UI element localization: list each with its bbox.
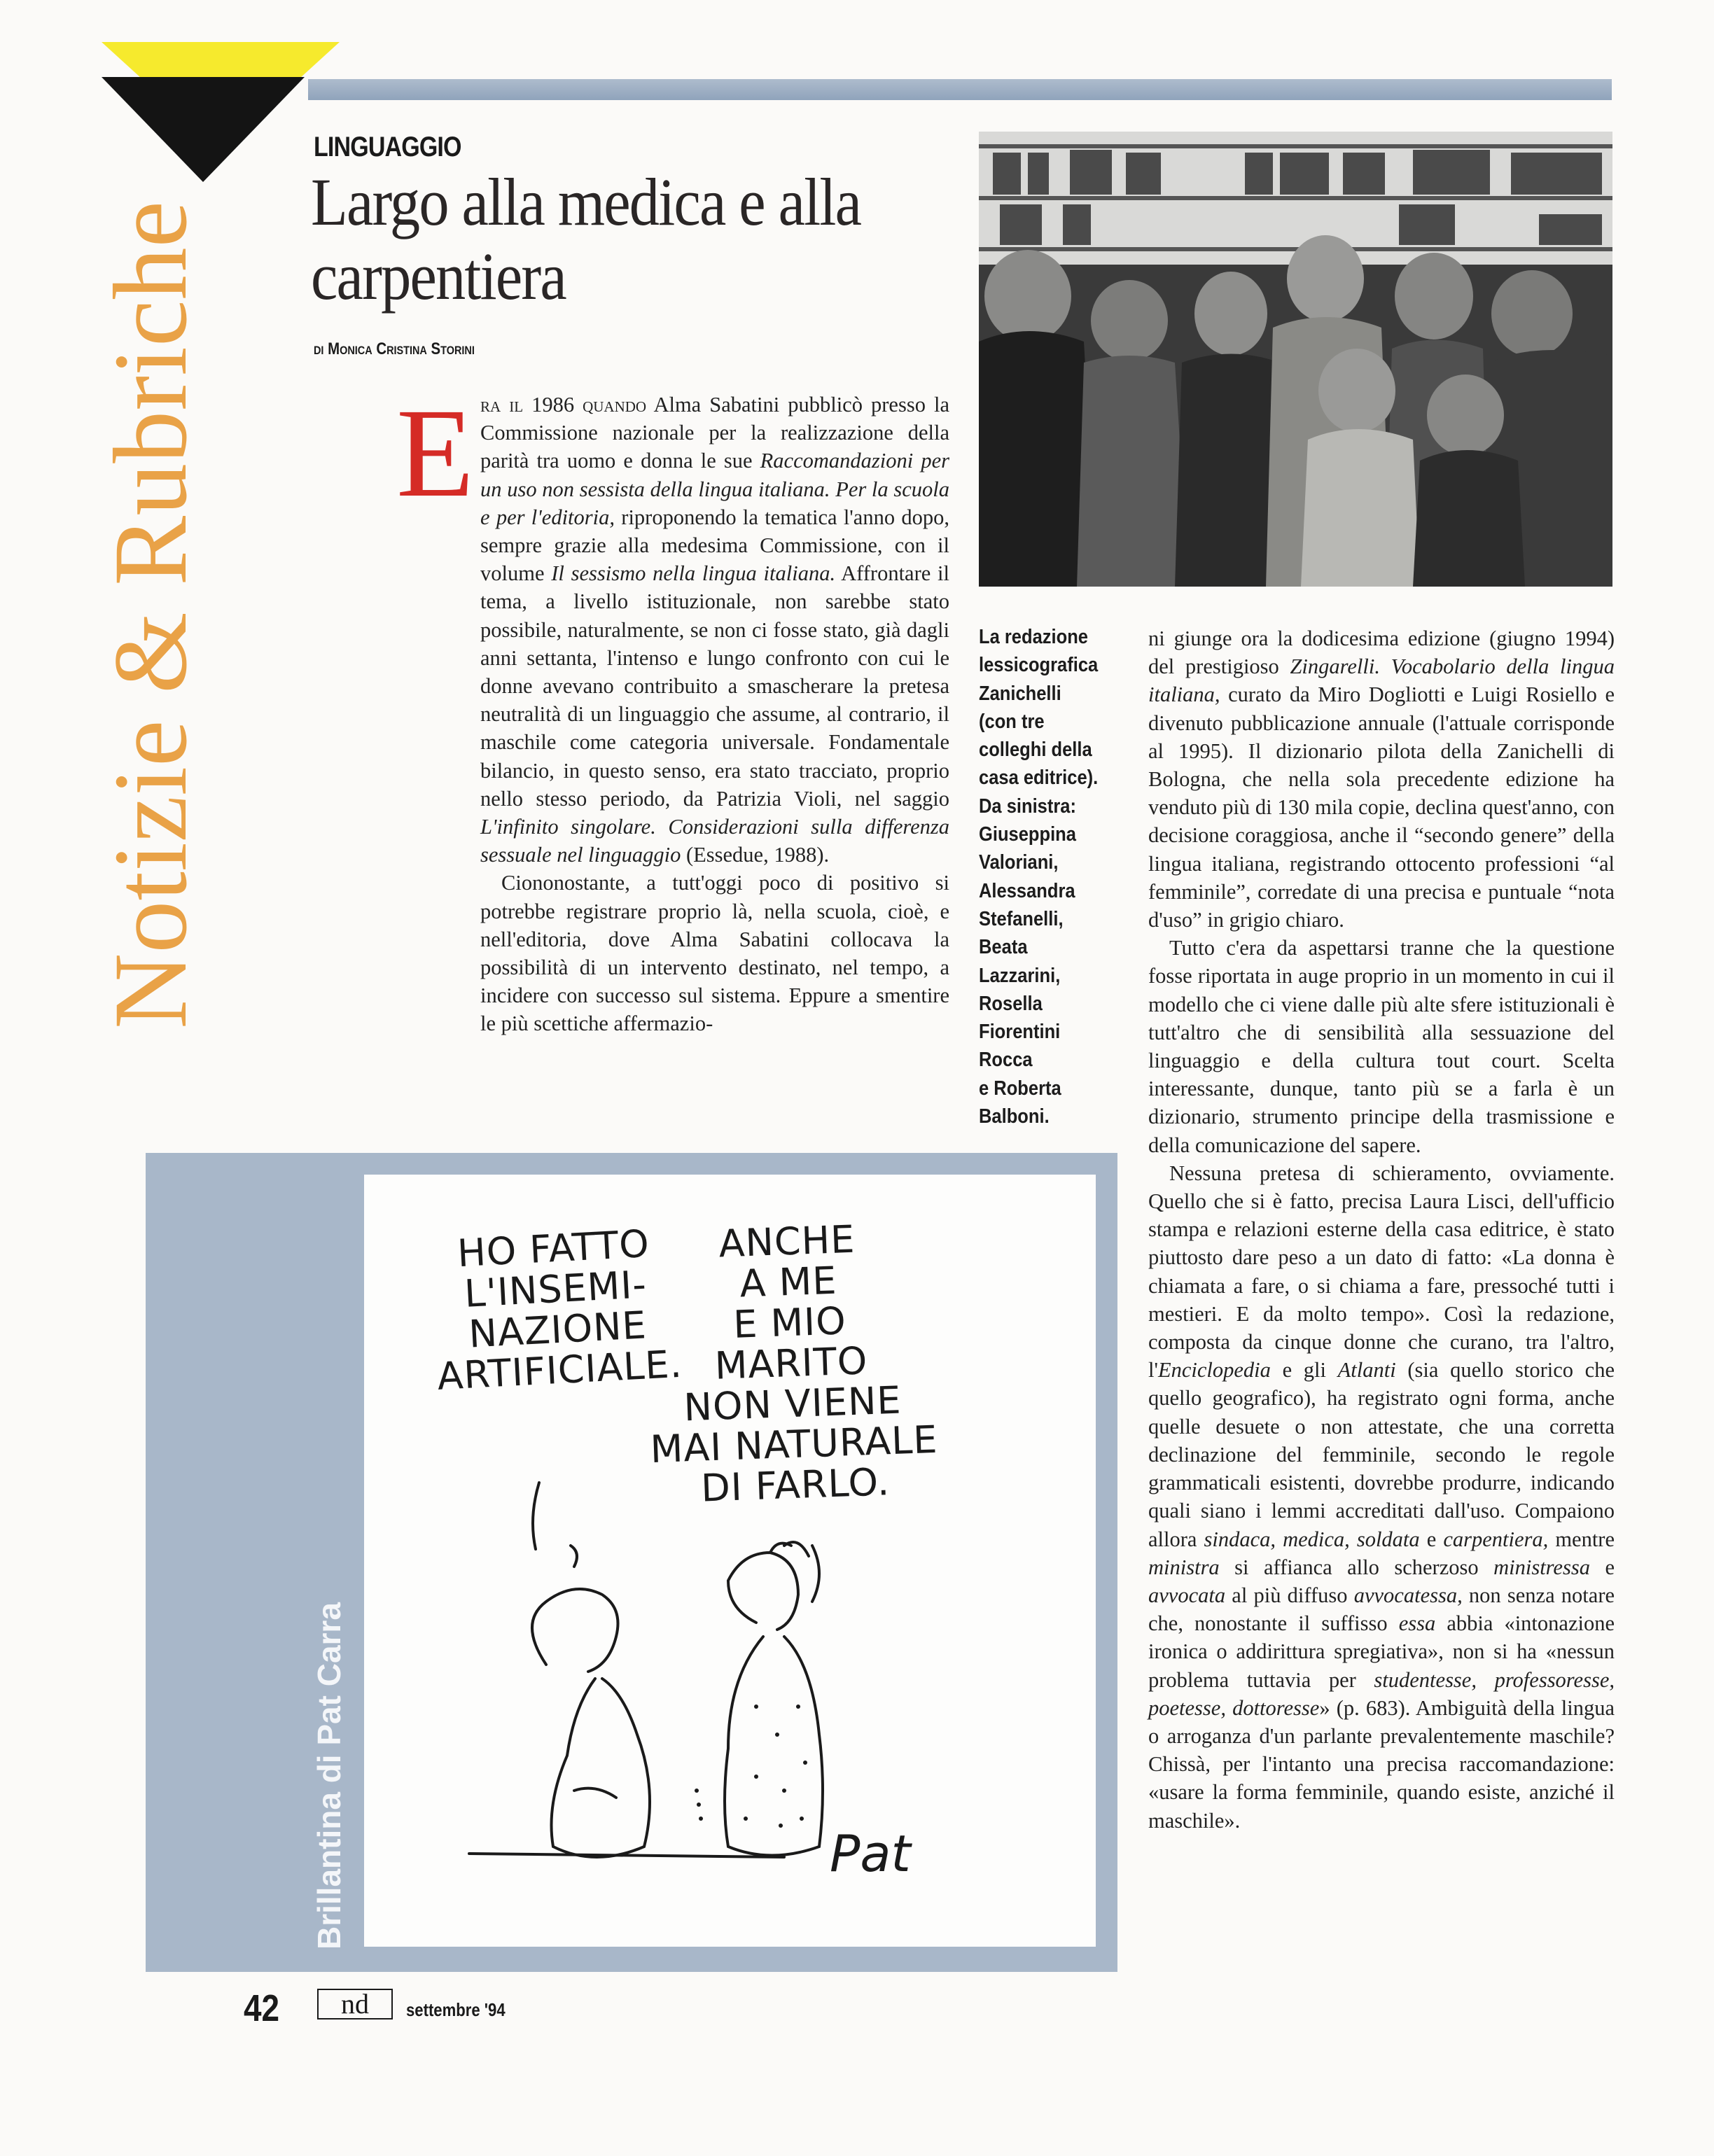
caption-line: La redazione xyxy=(979,626,1089,648)
caption-line: colleghi della xyxy=(979,738,1092,762)
article-title: Largo alla medica e alla carpentiera xyxy=(311,164,861,314)
page-number: 42 xyxy=(244,1987,280,2029)
italic-run: sindaca, medica, soldata xyxy=(1204,1527,1420,1551)
caption-line: (con tre xyxy=(979,710,1045,733)
text-run: abbia «intonazione ironica o addirittura spregiativa», non si ha «nessun problema tuttavia per xyxy=(1148,1611,1615,1692)
text-run: mentre xyxy=(1548,1527,1615,1551)
italic-run: Atlanti xyxy=(1337,1358,1396,1382)
editorial-team-photo xyxy=(979,132,1612,587)
paragraph-4: Tutto c'era da aspettarsi tranne che la questione fosse riportata in auge proprio in un momento in cui il modello che ci viene dalle più alte sfere istituzionali è tutt'altro che di sensibilità alla sessuazione del linguaggio e della cultura tout court. Scelta interessante, dunque, tanto più se a farla è un dizionario, strumento principe della trasmissione e della comunicazione del sapere. xyxy=(1148,936,1615,1157)
photo-illustration xyxy=(979,132,1612,587)
body-column-3 xyxy=(1148,624,1615,1835)
italic-run: Raccomandazioni per un uso non sessista della lingua italiana. Per la scuola e per l'editoria, xyxy=(480,449,949,529)
paragraph-3 xyxy=(1148,624,1615,934)
article-byline: di Monica Cristina Storini xyxy=(314,340,475,358)
cartoon-signature: Pat xyxy=(830,1824,911,1883)
text-run: (Essedue, 1988). xyxy=(681,843,830,867)
drop-cap: E xyxy=(396,383,475,524)
caption-line: Alessandra xyxy=(979,879,1075,902)
italic-run: studentesse, professoresse, poetesse, dottoresse xyxy=(1148,1667,1615,1720)
italic-run: Enciclopedia xyxy=(1157,1358,1271,1382)
speech-bubble-left: HO FATTO L'INSEMI- NAZIONE ARTIFICIALE. xyxy=(436,1221,684,1399)
caption-line: Beata xyxy=(979,936,1028,959)
caption-line: casa editrice). xyxy=(979,766,1099,790)
caption-line: Lazzarini, xyxy=(979,964,1061,987)
text-run: » (p. 683). Ambiguità della lingua o arroganza d'un parlante prevalentemente maschile? Chissà, per l'intanto una precisa raccomandazione: «usare la forma femminile, quando esiste, anziché il maschile». xyxy=(1148,1695,1615,1833)
italic-run: Il sessismo nella lingua italiana. xyxy=(551,561,836,586)
caption-line: Stefanelli, xyxy=(979,907,1064,930)
paragraph-5 xyxy=(1148,1159,1615,1835)
caption-line: Rocca xyxy=(979,1049,1033,1072)
text-run: (sia quello storico che quello geografico), ha registrato ogni forma, anche quelle desuete o non attestate, che una corretta declinazione del femminile, secondo le regole grammaticali esistenti, dovrebbe produrre, indicando quali siano i lemmi accreditati dall'uso. Compaiono allora xyxy=(1148,1358,1615,1551)
italic-run: carpentiera, xyxy=(1443,1527,1549,1551)
text-run: Nessuna pretesa di schieramento, ovviamente. Quello che si è fatto, precisa Laura Lisci, dell'ufficio stampa e relazioni esterne della casa editrice, è stato piuttosto dare peso a un dato di fatto: «La donna è chiamata a fare, o si chiama a fare, pressoché tutti i mestieri. E da molto tempo». Così la redazione, composta da cinque donne che curano, tra l'altro, l' xyxy=(1148,1161,1615,1382)
lead-in: ra il 1986 quando xyxy=(480,393,647,416)
caption-line: Balboni. xyxy=(979,1105,1050,1128)
text-run: curato da Miro Dogliotti e Luigi Rosiello e divenuto pubblicazione annuale (l'attuale corrisponde al 1995). Il dizionario pilota della Zanichelli di Bologna, che nella sola precedente edizione ha venduto più di 130 mila copie, declina quest'anno, con decisione coraggiosa, anche il “secondo genere” della lingua italiana, registrando ottocento professioni “al femminile”, corredate di una precisa e puntuale “nota d'uso” in grigio chiaro. xyxy=(1148,682,1615,932)
speech-bubble-right: ANCHE A ME E MIO MARITO NON VIENE MAI NATURALE DI FARLO. xyxy=(649,1217,939,1511)
text-run: riproponendo la tematica l'anno dopo, sempre grazie alla medesima Commissione, con il volume xyxy=(480,505,949,586)
logo-text: nd xyxy=(341,1988,369,2019)
text-run: non senza notare che, nonostante il suffisso xyxy=(1148,1583,1615,1636)
text-run: ni giunge ora la dodicesima edizione (giugno 1994) del prestigioso xyxy=(1148,626,1615,679)
caption-line: lessicografica xyxy=(979,654,1099,677)
text-run: si affianca allo scherzoso xyxy=(1219,1555,1494,1579)
italic-run: Zingarelli. Vocabolario della lingua italiana, xyxy=(1148,654,1615,707)
caption-line: Zanichelli xyxy=(979,682,1061,705)
caption-line: e Roberta xyxy=(979,1077,1061,1100)
header-band xyxy=(308,79,1612,100)
text-run: Affrontare il tema, a livello istituzionale, non sarebbe stato possibile, naturalmente, se non ci fosse stato, già dagli anni settanta, l'intenso e lungo confronto con cui le donne avevano contribuito a smascherare la pretesa neutralità di un linguaggio che assume, al contrario, il maschile come categoria universale. Fondamentale bilancio, in questo senso, era stato tracciato, proprio nello stesso periodo, da Patrizia Violi, nel saggio xyxy=(480,561,949,811)
text-run: Alma Sabatini pubblicò presso la Commissione nazionale per la realizzazione della parità tra uomo e donna le sue xyxy=(480,393,949,473)
caption-line: Giuseppina xyxy=(979,823,1076,846)
italic-run: L'infinito singolare. Considerazioni sulla differenza sessuale nel linguaggio xyxy=(480,815,949,867)
text-run: e gli xyxy=(1270,1358,1338,1382)
body-column-1 xyxy=(480,391,949,1038)
italic-run: ministressa xyxy=(1493,1555,1590,1579)
italic-run: ministra xyxy=(1148,1555,1220,1579)
section-title: Notizie & Rubriche xyxy=(92,200,209,1029)
logo-mark xyxy=(316,1987,393,2022)
text-run: e xyxy=(1589,1555,1615,1579)
italic-run: avvocata xyxy=(1148,1583,1226,1607)
photo-caption xyxy=(979,623,1115,1130)
paragraph-2: Ciononostante, a tutt'oggi poco di positivo si potrebbe registrare proprio là, nella scuola, cioè, e nell'editoria, dove Alma Sabatini collocava la possibilità di un intervento destinato, nel tempo, a incidere con successo sul sistema. Eppure a smentire le più scettiche affermazio- xyxy=(480,871,949,1036)
italic-run: essa xyxy=(1398,1611,1436,1636)
caption-line: Rosella xyxy=(979,992,1043,1015)
cartoon-credit: Brillantina di Pat Carra xyxy=(311,1602,347,1949)
italic-run: avvocatessa, xyxy=(1353,1583,1463,1607)
caption-line: Valoriani, xyxy=(979,851,1059,874)
article-kicker: LINGUAGGIO xyxy=(314,132,461,162)
text-run: al più diffuso xyxy=(1225,1583,1354,1607)
paragraph-1 xyxy=(480,391,949,869)
text-run: e xyxy=(1419,1527,1444,1551)
issue-date: settembre '94 xyxy=(406,1999,506,2020)
magazine-logo xyxy=(316,1987,393,2022)
caption-line: Da sinistra: xyxy=(979,794,1076,818)
caption-line: Fiorentini xyxy=(979,1021,1061,1044)
